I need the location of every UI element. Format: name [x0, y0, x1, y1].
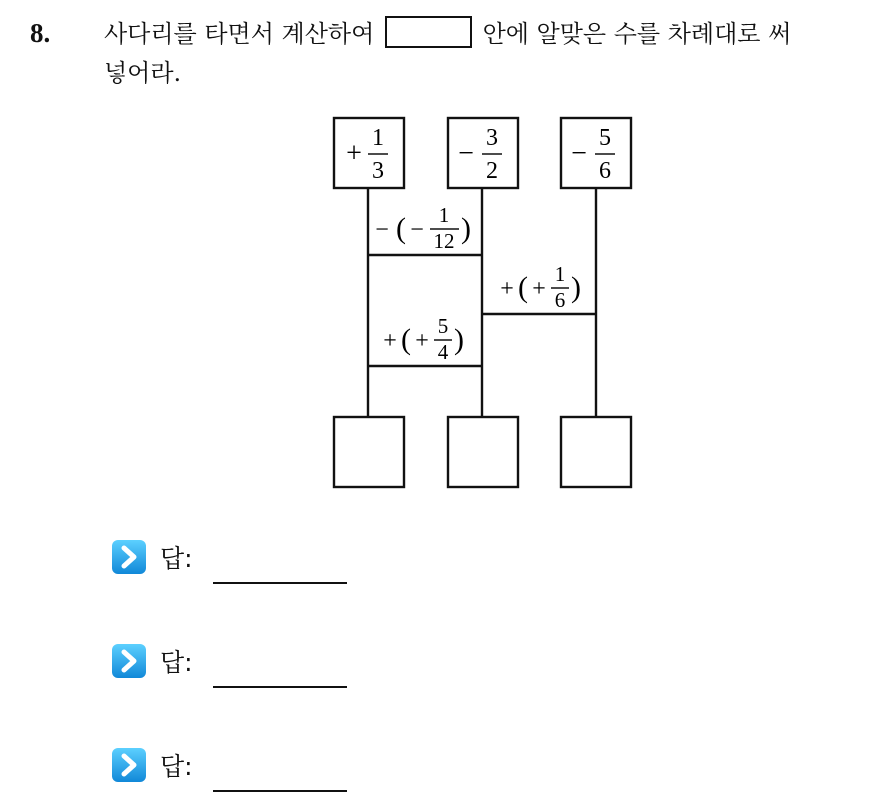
blank-box-example	[385, 16, 472, 48]
chevron-right-icon	[111, 643, 147, 679]
top-box-3-denominator: 6	[599, 158, 611, 184]
bottom-box-3[interactable]	[561, 417, 631, 487]
rung-3-open-paren: (	[401, 323, 411, 356]
question-text-line-1	[104, 16, 791, 49]
rung-1-close-paren: )	[461, 212, 471, 245]
answer-line-1[interactable]	[213, 582, 347, 584]
top-box-2	[448, 118, 518, 188]
rung-3-denominator: 4	[437, 340, 449, 364]
ladder-diagram	[320, 110, 640, 495]
question-text-part2: 안에 알맞은 수를 차례대로 써	[482, 20, 792, 48]
rung-3-label	[383, 314, 464, 364]
rung-2-open-paren: (	[518, 271, 528, 304]
rung-2-prefix: +	[500, 276, 514, 302]
top-box-1-numerator: 1	[372, 125, 384, 151]
answer-label-2: 답:	[160, 648, 193, 677]
rung-2-denominator: 6	[554, 288, 566, 312]
chevron-right-icon	[111, 747, 147, 783]
rung-1-inner-sign: −	[410, 217, 424, 243]
question-text-part1: 사다리를 타면서 계산하여	[104, 20, 375, 48]
rung-3-inner-sign: +	[415, 328, 429, 354]
question-number: 8.	[30, 18, 51, 48]
rung-3-prefix: +	[383, 328, 397, 354]
rung-2-inner-sign: +	[532, 276, 546, 302]
top-box-3	[561, 118, 631, 188]
rung-3-numerator: 5	[437, 314, 449, 338]
chevron-right-icon	[111, 539, 147, 575]
bottom-box-1[interactable]	[334, 417, 404, 487]
top-box-2-sign: −	[458, 138, 474, 169]
rung-2-numerator: 1	[554, 262, 566, 286]
bottom-box-2[interactable]	[448, 417, 518, 487]
top-box-2-numerator: 3	[486, 125, 498, 151]
top-box-3-sign: −	[571, 138, 587, 169]
answer-line-2[interactable]	[213, 686, 347, 688]
question-text-line-2: 넣어라.	[104, 59, 182, 87]
rung-1-label	[375, 203, 471, 253]
rung-2-label	[500, 262, 581, 312]
top-box-1-sign: +	[346, 138, 362, 169]
rung-1-denominator: 12	[433, 229, 455, 253]
answer-line-3[interactable]	[213, 790, 347, 792]
top-box-2-denominator: 2	[486, 158, 498, 184]
answer-label-1: 답:	[160, 544, 193, 573]
rung-1-prefix: −	[375, 217, 389, 243]
top-box-1	[334, 118, 404, 188]
top-box-3-numerator: 5	[599, 125, 611, 151]
top-box-1-denominator: 3	[372, 158, 384, 184]
answer-label-3: 답:	[160, 752, 193, 781]
rung-1-open-paren: (	[396, 212, 406, 245]
rung-2-close-paren: )	[571, 271, 581, 304]
rung-1-numerator: 1	[438, 203, 450, 227]
rung-3-close-paren: )	[454, 323, 464, 356]
